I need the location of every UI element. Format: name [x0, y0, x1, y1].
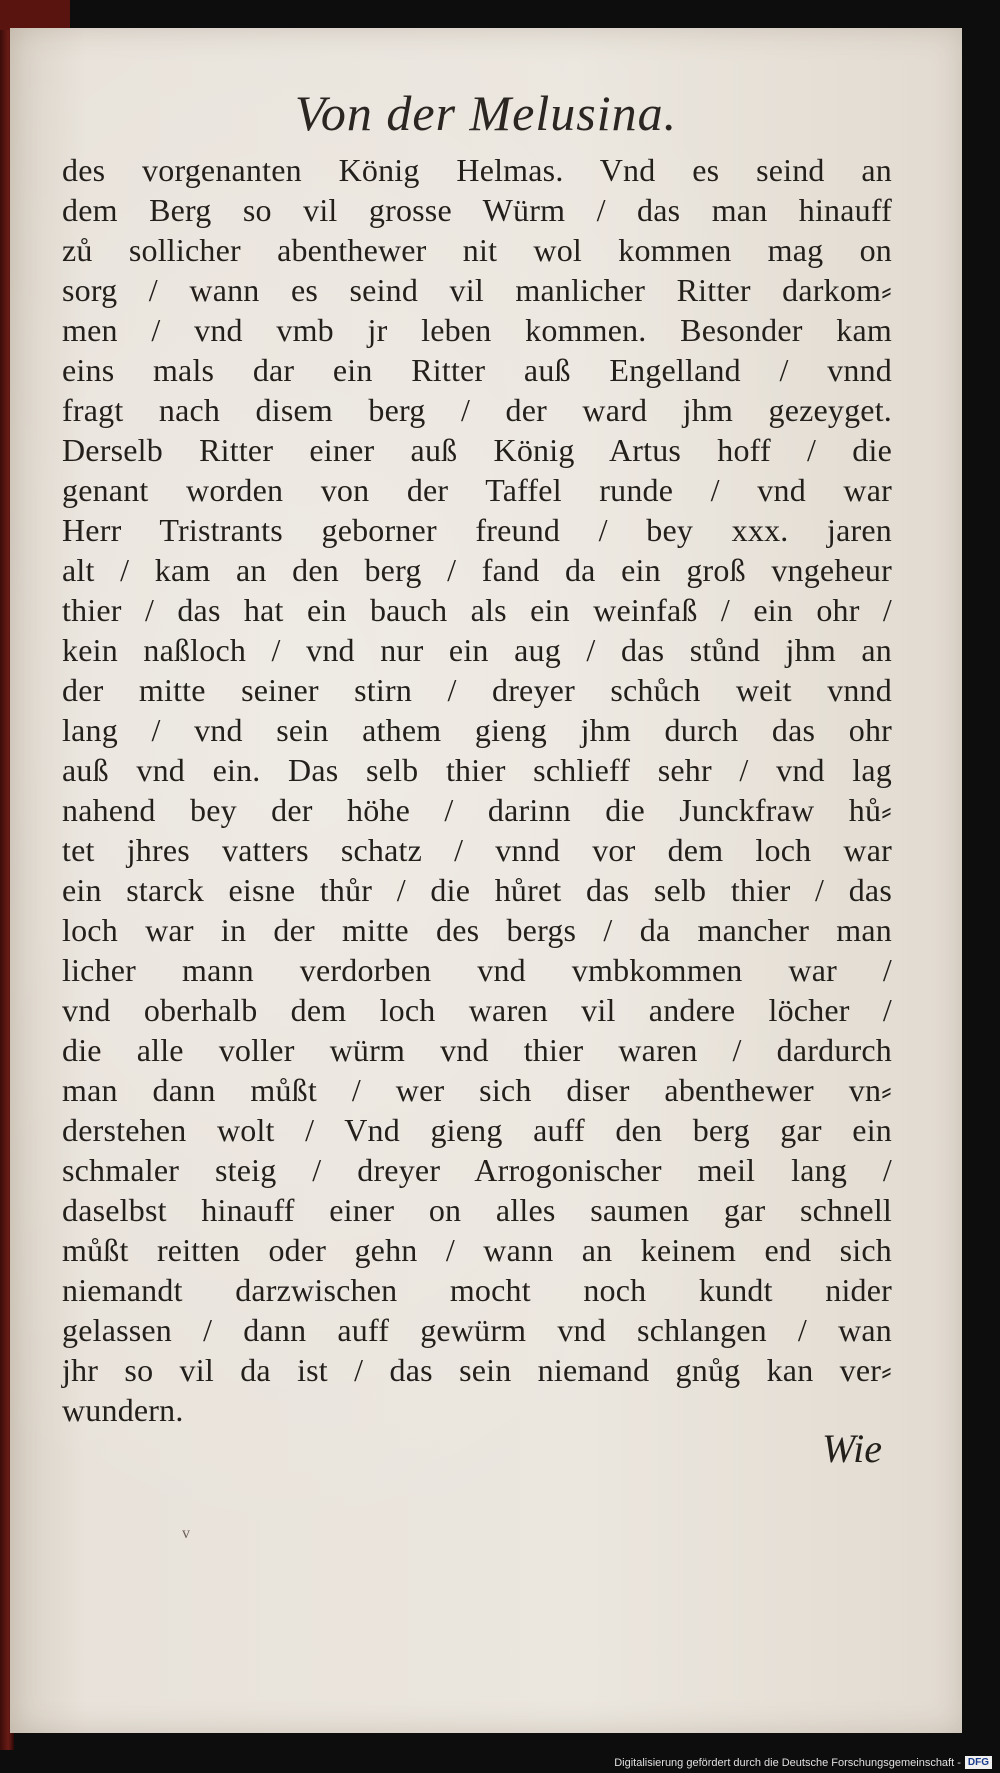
text-line: der mitte seiner stirn / dreyer schůch weit vnnd	[62, 672, 892, 708]
catchword: Wie	[822, 1426, 882, 1471]
text-line: wundern.	[62, 1392, 184, 1428]
text-line: kein naßloch / vnd nur ein aug / das stůnd jhm an	[62, 632, 892, 668]
text-line: sorg / wann es seind vil manlicher Ritter darkom⸗	[62, 272, 892, 308]
text-line: Herr Tristrants geborner freund / bey xxx. jaren	[62, 512, 892, 548]
text-line: vnd oberhalb dem loch waren vil andere löcher /	[62, 992, 892, 1028]
text-line: schmaler steig / dreyer Arrogonischer meil lang /	[62, 1152, 892, 1188]
binding-corner	[0, 0, 70, 30]
book-page	[10, 28, 962, 1733]
text-line: ein starck eisne thůr / die hůret das selb thier / das	[62, 872, 892, 908]
text-line: niemandt darzwischen mocht noch kundt nider	[62, 1272, 892, 1308]
text-line: můßt reitten oder gehn / wann an keinem end sich	[62, 1232, 892, 1268]
text-line: auß vnd ein. Das selb thier schlieff sehr / vnd lag	[62, 752, 892, 788]
text-line: gelassen / dann auff gewürm vnd schlangen / wan	[62, 1312, 892, 1348]
text-line: dem Berg so vil grosse Würm / das man hinauff	[62, 192, 892, 228]
ink-speck: v	[182, 1525, 190, 1542]
text-line: jhr so vil da ist / das sein niemand gnůg kan ver⸗	[62, 1352, 892, 1388]
text-line: loch war in der mitte des bergs / da mancher man	[62, 912, 892, 948]
body-text	[62, 150, 892, 1430]
text-line: licher mann verdorben vnd vmbkommen war /	[62, 952, 892, 988]
text-line: tet jhres vatters schatz / vnnd vor dem loch war	[62, 832, 892, 868]
text-line: eins mals dar ein Ritter auß Engelland / vnnd	[62, 352, 892, 388]
text-line: des vorgenanten König Helmas. Vnd es seind an	[62, 152, 892, 188]
text-line: man dann můßt / wer sich diser abenthewer vn⸗	[62, 1072, 892, 1108]
digitization-credit	[614, 1756, 992, 1769]
text-line: fragt nach disem berg / der ward jhm gezeyget.	[62, 392, 892, 428]
text-line: Derselb Ritter einer auß König Artus hoff / die	[62, 432, 892, 468]
text-line: zů sollicher abenthewer nit wol kommen mag on	[62, 232, 892, 268]
text-line: daselbst hinauff einer on alles saumen gar schnell	[62, 1192, 892, 1228]
text-line: nahend bey der höhe / darinn die Junckfraw hů⸗	[62, 792, 892, 828]
text-line: alt / kam an den berg / fand da ein groß vngeheur	[62, 552, 892, 588]
text-line: die alle voller würm vnd thier waren / dardurch	[62, 1032, 892, 1068]
credit-text: Digitalisierung gefördert durch die Deutsche Forschungsgemeinschaft -	[614, 1756, 961, 1769]
text-line: genant worden von der Taffel runde / vnd war	[62, 472, 892, 508]
text-line: lang / vnd sein athem gieng jhm durch das ohr	[62, 712, 892, 748]
text-line: thier / das hat ein bauch als ein weinfaß / ein ohr /	[62, 592, 892, 628]
text-line: men / vnd vmb jr leben kommen. Besonder kam	[62, 312, 892, 348]
text-line: derstehen wolt / Vnd gieng auff den berg gar ein	[62, 1112, 892, 1148]
dfg-logo: DFG	[965, 1756, 992, 1769]
running-head: Von der Melusina.	[294, 85, 678, 141]
